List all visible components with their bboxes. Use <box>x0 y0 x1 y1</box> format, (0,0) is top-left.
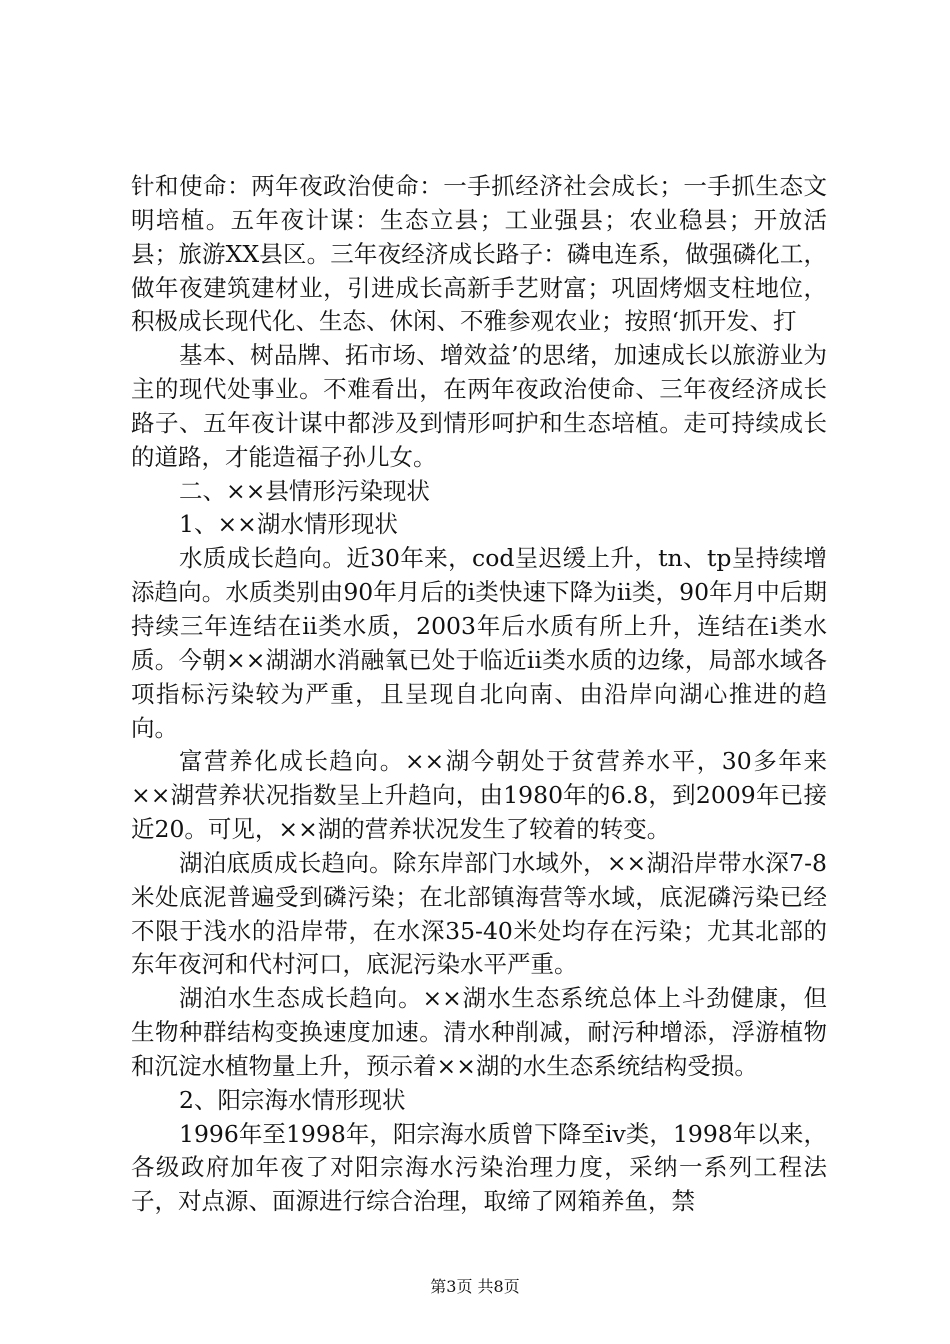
paragraph-water-quality: 水质成长趋向。近30年来，cod呈迟缓上升，tn、tp呈持续增添趋向。水质类别由90年月后的i类快速下降为ii类，90年月中后期持续三年连结在ii类水质，2003年后水质有所上升，连结在i类水质。今朝××湖湖水消融氧已处于临近ii类水质的边缘，局部水域各项指标污染较为严重，且呈现自北向南、由沿岸向湖心推进的趋向。 <box>131 544 827 742</box>
paragraph-eutrophication: 富营养化成长趋向。××湖今朝处于贫营养水平，30多年来××湖营养状况指数呈上升趋向，由1980年的6.8，到2009年已接近20。可见，××湖的营养状况发生了较着的转变。 <box>131 747 827 844</box>
page-footer: 第3页 共8页 <box>430 1277 520 1296</box>
subsection-heading-2: 2、阳宗海水情形现状 <box>179 1085 406 1114</box>
paragraph-1: 针和使命：两年夜政治使命：一手抓经济社会成长；一手抓生态文明培植。五年夜计谋：生态立县；工业强县；农业稳县；开放活县；旅游XX县区。三年夜经济成长路子：磷电连系，做强磷化工，做年夜建筑建材业，引进成长高新手艺财富；巩固烤烟支柱地位，积极成长现代化、生态、休闲、不雅参观农业；按照‘抓开发、打 <box>131 172 827 336</box>
document-body <box>131 170 827 1219</box>
subsection-heading-1: 1、××湖水情形现状 <box>179 510 398 539</box>
paragraph-lake-sediment: 湖泊底质成长趋向。除东岸部门水域外，××湖沿岸带水深7-8米处底泥普遍受到磷污染；在北部镇海营等水域，底泥磷污染已经不限于浅水的沿岸带，在水深35-40米处均存在污染；尤其北部的东年夜河和代村河口，底泥污染水平严重。 <box>131 848 827 979</box>
paragraph-lake-ecology: 湖泊水生态成长趋向。××湖水生态系统总体上斗劲健康，但生物种群结构变换速度加速。清水种削减，耐污种增添，浮游植物和沉淀水植物量上升，预示着××湖的水生态系统结构受损。 <box>131 984 827 1080</box>
section-heading-2: 二、××县情形污染现状 <box>179 476 430 505</box>
paragraph-2: 基本、树品牌、拓市场、增效益’的思绪，加速成长以旅游业为主的现代处事业。不难看出，在两年夜政治使命、三年夜经济成长路子、五年夜计谋中都涉及到情形呵护和生态培植。走可持续成长的道路，才能造福子孙儿女。 <box>131 341 827 471</box>
paragraph-yangzonghai: 1996年至1998年，阳宗海水质曾下降至iv类，1998年以来，各级政府加年夜了对阳宗海水污染治理力度，采纳一系列工程法子，对点源、面源进行综合治理，取缔了网箱养鱼，禁 <box>131 1119 827 1216</box>
